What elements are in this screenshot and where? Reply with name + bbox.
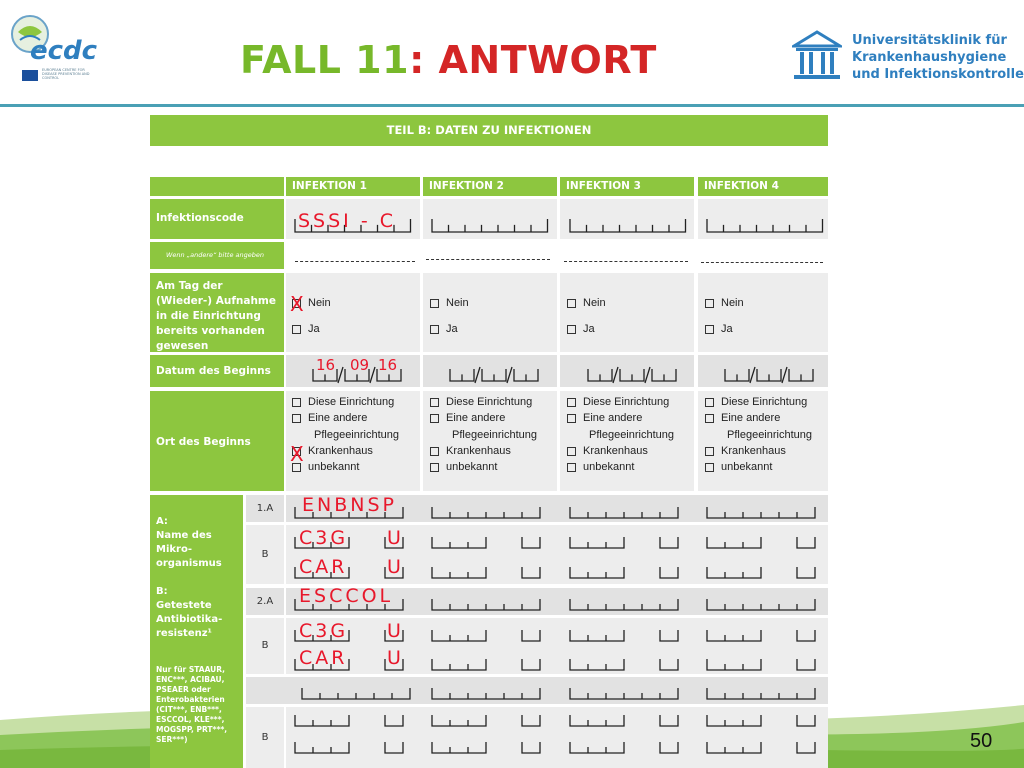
handwritten-date-month: 09 <box>350 356 370 374</box>
date-separator-15 <box>613 367 618 383</box>
handwritten-resistance-2b-drug: CAR <box>299 647 348 669</box>
checkbox-icon <box>292 398 301 407</box>
place-option-another-3[interactable]: Eine andere <box>567 412 642 424</box>
checkbox-icon <box>567 398 576 407</box>
checkbox-icon <box>430 463 439 472</box>
comb-box-27 <box>707 507 815 518</box>
section-title: TEIL B: DATEN ZU INFEKTIONEN <box>150 115 828 146</box>
comb-box-35 <box>707 688 815 699</box>
comb-box-11 <box>482 369 506 381</box>
checkbox-icon <box>567 299 576 308</box>
date-separator-5 <box>338 367 343 383</box>
handwritten-resistance-1a-value: U <box>387 527 403 549</box>
comb-box-41 <box>660 537 678 548</box>
comb-box-9 <box>450 369 474 381</box>
comb-box-2 <box>570 219 686 232</box>
comb-box-79 <box>522 742 540 753</box>
comb-box-23 <box>789 369 813 381</box>
comb-box-64 <box>570 659 624 670</box>
admission-option-ja-2[interactable]: Ja <box>430 323 458 335</box>
admission-option-ja-4[interactable]: Ja <box>705 323 733 335</box>
comb-box-75 <box>797 715 815 726</box>
comb-box-14 <box>588 369 612 381</box>
place-option-another-2[interactable]: Eine andere <box>430 412 505 424</box>
comb-box-32 <box>302 688 410 699</box>
date-separator-7 <box>370 367 375 383</box>
checkbox-icon <box>292 414 301 423</box>
comb-box-31 <box>707 599 815 610</box>
row-label-onset-date: Datum des Beginns <box>150 355 284 387</box>
checkbox-icon <box>567 463 576 472</box>
comb-box-68 <box>295 715 349 726</box>
handwritten-resistance-2a-drug: C3G <box>299 620 349 642</box>
comb-box-74 <box>707 715 761 726</box>
handwritten-resistance-1b-value: U <box>387 556 403 578</box>
comb-box-71 <box>522 715 540 726</box>
handwritten-admission-mark: X <box>290 292 306 316</box>
place-option-this-facility-2[interactable]: Diese Einrichtung <box>430 396 532 408</box>
date-separator-10 <box>475 367 480 383</box>
comb-box-69 <box>385 715 403 726</box>
comb-box-34 <box>570 688 678 699</box>
place-option-another-4[interactable]: Eine andere <box>705 412 780 424</box>
checkbox-icon <box>430 398 439 407</box>
comb-box-39 <box>522 537 540 548</box>
ecdc-logo-text: ecdc <box>30 36 98 66</box>
comb-box-21 <box>757 369 781 381</box>
handwritten-organism-1: ENBNSP <box>302 494 397 516</box>
checkbox-icon <box>567 447 576 456</box>
checkbox-icon <box>705 325 714 334</box>
admission-option-ja-3[interactable]: Ja <box>567 323 595 335</box>
page-title: FALL 11: ANTWORT <box>240 38 657 82</box>
place-option-care-facility-label-4: Pflegeeinrichtung <box>727 429 813 441</box>
date-separator-17 <box>645 367 650 383</box>
comb-box-43 <box>797 537 815 548</box>
comb-box-77 <box>385 742 403 753</box>
checkbox-icon <box>292 325 301 334</box>
checkbox-icon <box>705 463 714 472</box>
comb-box-25 <box>432 507 540 518</box>
comb-box-59 <box>797 630 815 641</box>
university-logo-text: Universitätsklinik für Krankenhaushygiene und Infektionskontrolle <box>852 33 1024 82</box>
row-label-other: Wenn „andere“ bitte angeben <box>150 242 284 269</box>
comb-box-67 <box>797 659 815 670</box>
column-header-infektion-4: INFEKTION 4 <box>698 177 828 196</box>
admission-option-ja-1[interactable]: Ja <box>292 323 320 335</box>
comb-box-58 <box>707 630 761 641</box>
university-building-icon <box>792 30 842 82</box>
sub-label-3b: B <box>246 707 284 768</box>
admission-option-nein-2[interactable]: Nein <box>430 297 469 309</box>
comb-box-66 <box>707 659 761 670</box>
comb-box-48 <box>570 567 624 578</box>
comb-box-65 <box>660 659 678 670</box>
eu-flag-icon <box>22 70 38 81</box>
comb-box-19 <box>725 369 749 381</box>
comb-box-72 <box>570 715 624 726</box>
comb-box-76 <box>295 742 349 753</box>
handwritten-infection-code: SSSI - C <box>298 210 396 232</box>
comb-box-13 <box>514 369 538 381</box>
place-option-unknown-4[interactable]: unbekannt <box>705 461 772 473</box>
comb-box-38 <box>432 537 486 548</box>
place-option-this-facility-4[interactable]: Diese Einrichtung <box>705 396 807 408</box>
checkbox-icon <box>430 325 439 334</box>
comb-box-26 <box>570 507 678 518</box>
comb-box-81 <box>660 742 678 753</box>
checkbox-icon <box>567 325 576 334</box>
comb-box-82 <box>707 742 761 753</box>
row-label-infektionscode: Infektionscode <box>150 199 284 239</box>
place-option-care-facility-label-2: Pflegeeinrichtung <box>452 429 538 441</box>
comb-box-40 <box>570 537 624 548</box>
checkbox-icon <box>567 414 576 423</box>
place-option-unknown-3[interactable]: unbekannt <box>567 461 634 473</box>
handwritten-resistance-1b-drug: CAR <box>299 556 348 578</box>
sub-label-1b: B <box>246 525 284 584</box>
comb-box-51 <box>797 567 815 578</box>
checkbox-icon <box>705 398 714 407</box>
admission-option-nein-1[interactable]: Nein <box>292 297 331 309</box>
place-option-another-1[interactable]: Eine andere <box>292 412 367 424</box>
place-option-unknown-1[interactable]: unbekannt <box>292 461 359 473</box>
sub-label-2b: B <box>246 618 284 674</box>
comb-box-57 <box>660 630 678 641</box>
column-header-infektion-2: INFEKTION 2 <box>423 177 557 196</box>
column-header-infektion-1: INFEKTION 1 <box>286 177 420 196</box>
comb-box-42 <box>707 537 761 548</box>
place-option-hospital-2[interactable]: Krankenhaus <box>430 445 511 457</box>
header-divider <box>0 104 1024 107</box>
column-header-infektion-3: INFEKTION 3 <box>560 177 694 196</box>
place-option-this-facility-1[interactable]: Diese Einrichtung <box>292 396 394 408</box>
comb-box-3 <box>707 219 823 232</box>
comb-box-16 <box>620 369 644 381</box>
comb-box-49 <box>660 567 678 578</box>
comb-box-70 <box>432 715 486 726</box>
comb-box-80 <box>570 742 624 753</box>
comb-box-30 <box>570 599 678 610</box>
checkbox-icon <box>430 299 439 308</box>
comb-box-83 <box>797 742 815 753</box>
handwritten-date-year: 16 <box>378 356 398 374</box>
handwritten-place-mark: X <box>290 442 306 466</box>
place-option-care-facility-label-1: Pflegeeinrichtung <box>314 429 400 441</box>
comb-box-73 <box>660 715 678 726</box>
handwritten-resistance-2a-value: U <box>387 620 403 642</box>
comb-box-50 <box>707 567 761 578</box>
place-option-unknown-2[interactable]: unbekannt <box>430 461 497 473</box>
row-label-microorganism: A: Name des Mikro-organismus B: Getestete Antibiotika-resistenz¹ Nur für STAAUR, ENC***, ACIBAU, PSEAER oder Enterobakterien (CIT***, ENB***, ESCCOL, KLE***, MOGSPP, PRT***, SER***) <box>150 495 243 768</box>
place-option-hospital-3[interactable]: Krankenhaus <box>567 445 648 457</box>
sub-label-2a: 2.A <box>246 588 284 615</box>
infection-data-form <box>150 115 828 768</box>
handwritten-resistance-2b-value: U <box>387 647 403 669</box>
row-label-onset-place: Ort des Beginns <box>150 391 284 491</box>
comb-box-47 <box>522 567 540 578</box>
checkbox-icon <box>705 414 714 423</box>
comb-box-63 <box>522 659 540 670</box>
date-separator-20 <box>750 367 755 383</box>
comb-box-1 <box>432 219 548 232</box>
handwritten-date-day: 16 <box>316 356 336 374</box>
comb-box-46 <box>432 567 486 578</box>
ecdc-logo-subtitle: EUROPEAN CENTRE FOR DISEASE PREVENTION AND CONTROL <box>42 68 90 80</box>
comb-box-33 <box>432 688 540 699</box>
comb-box-62 <box>432 659 486 670</box>
comb-box-54 <box>432 630 486 641</box>
date-separator-12 <box>507 367 512 383</box>
checkbox-icon <box>705 447 714 456</box>
comb-box-29 <box>432 599 540 610</box>
handwritten-resistance-1a-drug: C3G <box>299 527 349 549</box>
checkbox-icon <box>430 414 439 423</box>
comb-box-18 <box>652 369 676 381</box>
checkbox-icon <box>705 299 714 308</box>
row-label-admission: Am Tag der (Wieder-) Aufnahme in die Einrichtung bereits vorhanden gewesen <box>150 273 284 352</box>
checkbox-icon <box>430 447 439 456</box>
comb-box-56 <box>570 630 624 641</box>
comb-fields <box>150 115 828 768</box>
microorganism-note: Nur für STAAUR, ENC***, ACIBAU, PSEAER oder Enterobakterien (CIT***, ENB***, ESCCOL, KLE***, MOGSPP, PRT***, SER***) <box>156 665 228 744</box>
date-separator-22 <box>782 367 787 383</box>
place-option-this-facility-3[interactable]: Diese Einrichtung <box>567 396 669 408</box>
handwritten-organism-2: ESCCOL <box>299 585 394 607</box>
comb-box-55 <box>522 630 540 641</box>
comb-box-78 <box>432 742 486 753</box>
place-option-hospital-1[interactable]: Krankenhaus <box>292 445 373 457</box>
sub-label-1a: 1.A <box>246 495 284 522</box>
admission-option-nein-4[interactable]: Nein <box>705 297 744 309</box>
admission-option-nein-3[interactable]: Nein <box>567 297 606 309</box>
place-option-hospital-4[interactable]: Krankenhaus <box>705 445 786 457</box>
place-option-care-facility-label-3: Pflegeeinrichtung <box>589 429 675 441</box>
page-number: 50 <box>970 730 993 752</box>
